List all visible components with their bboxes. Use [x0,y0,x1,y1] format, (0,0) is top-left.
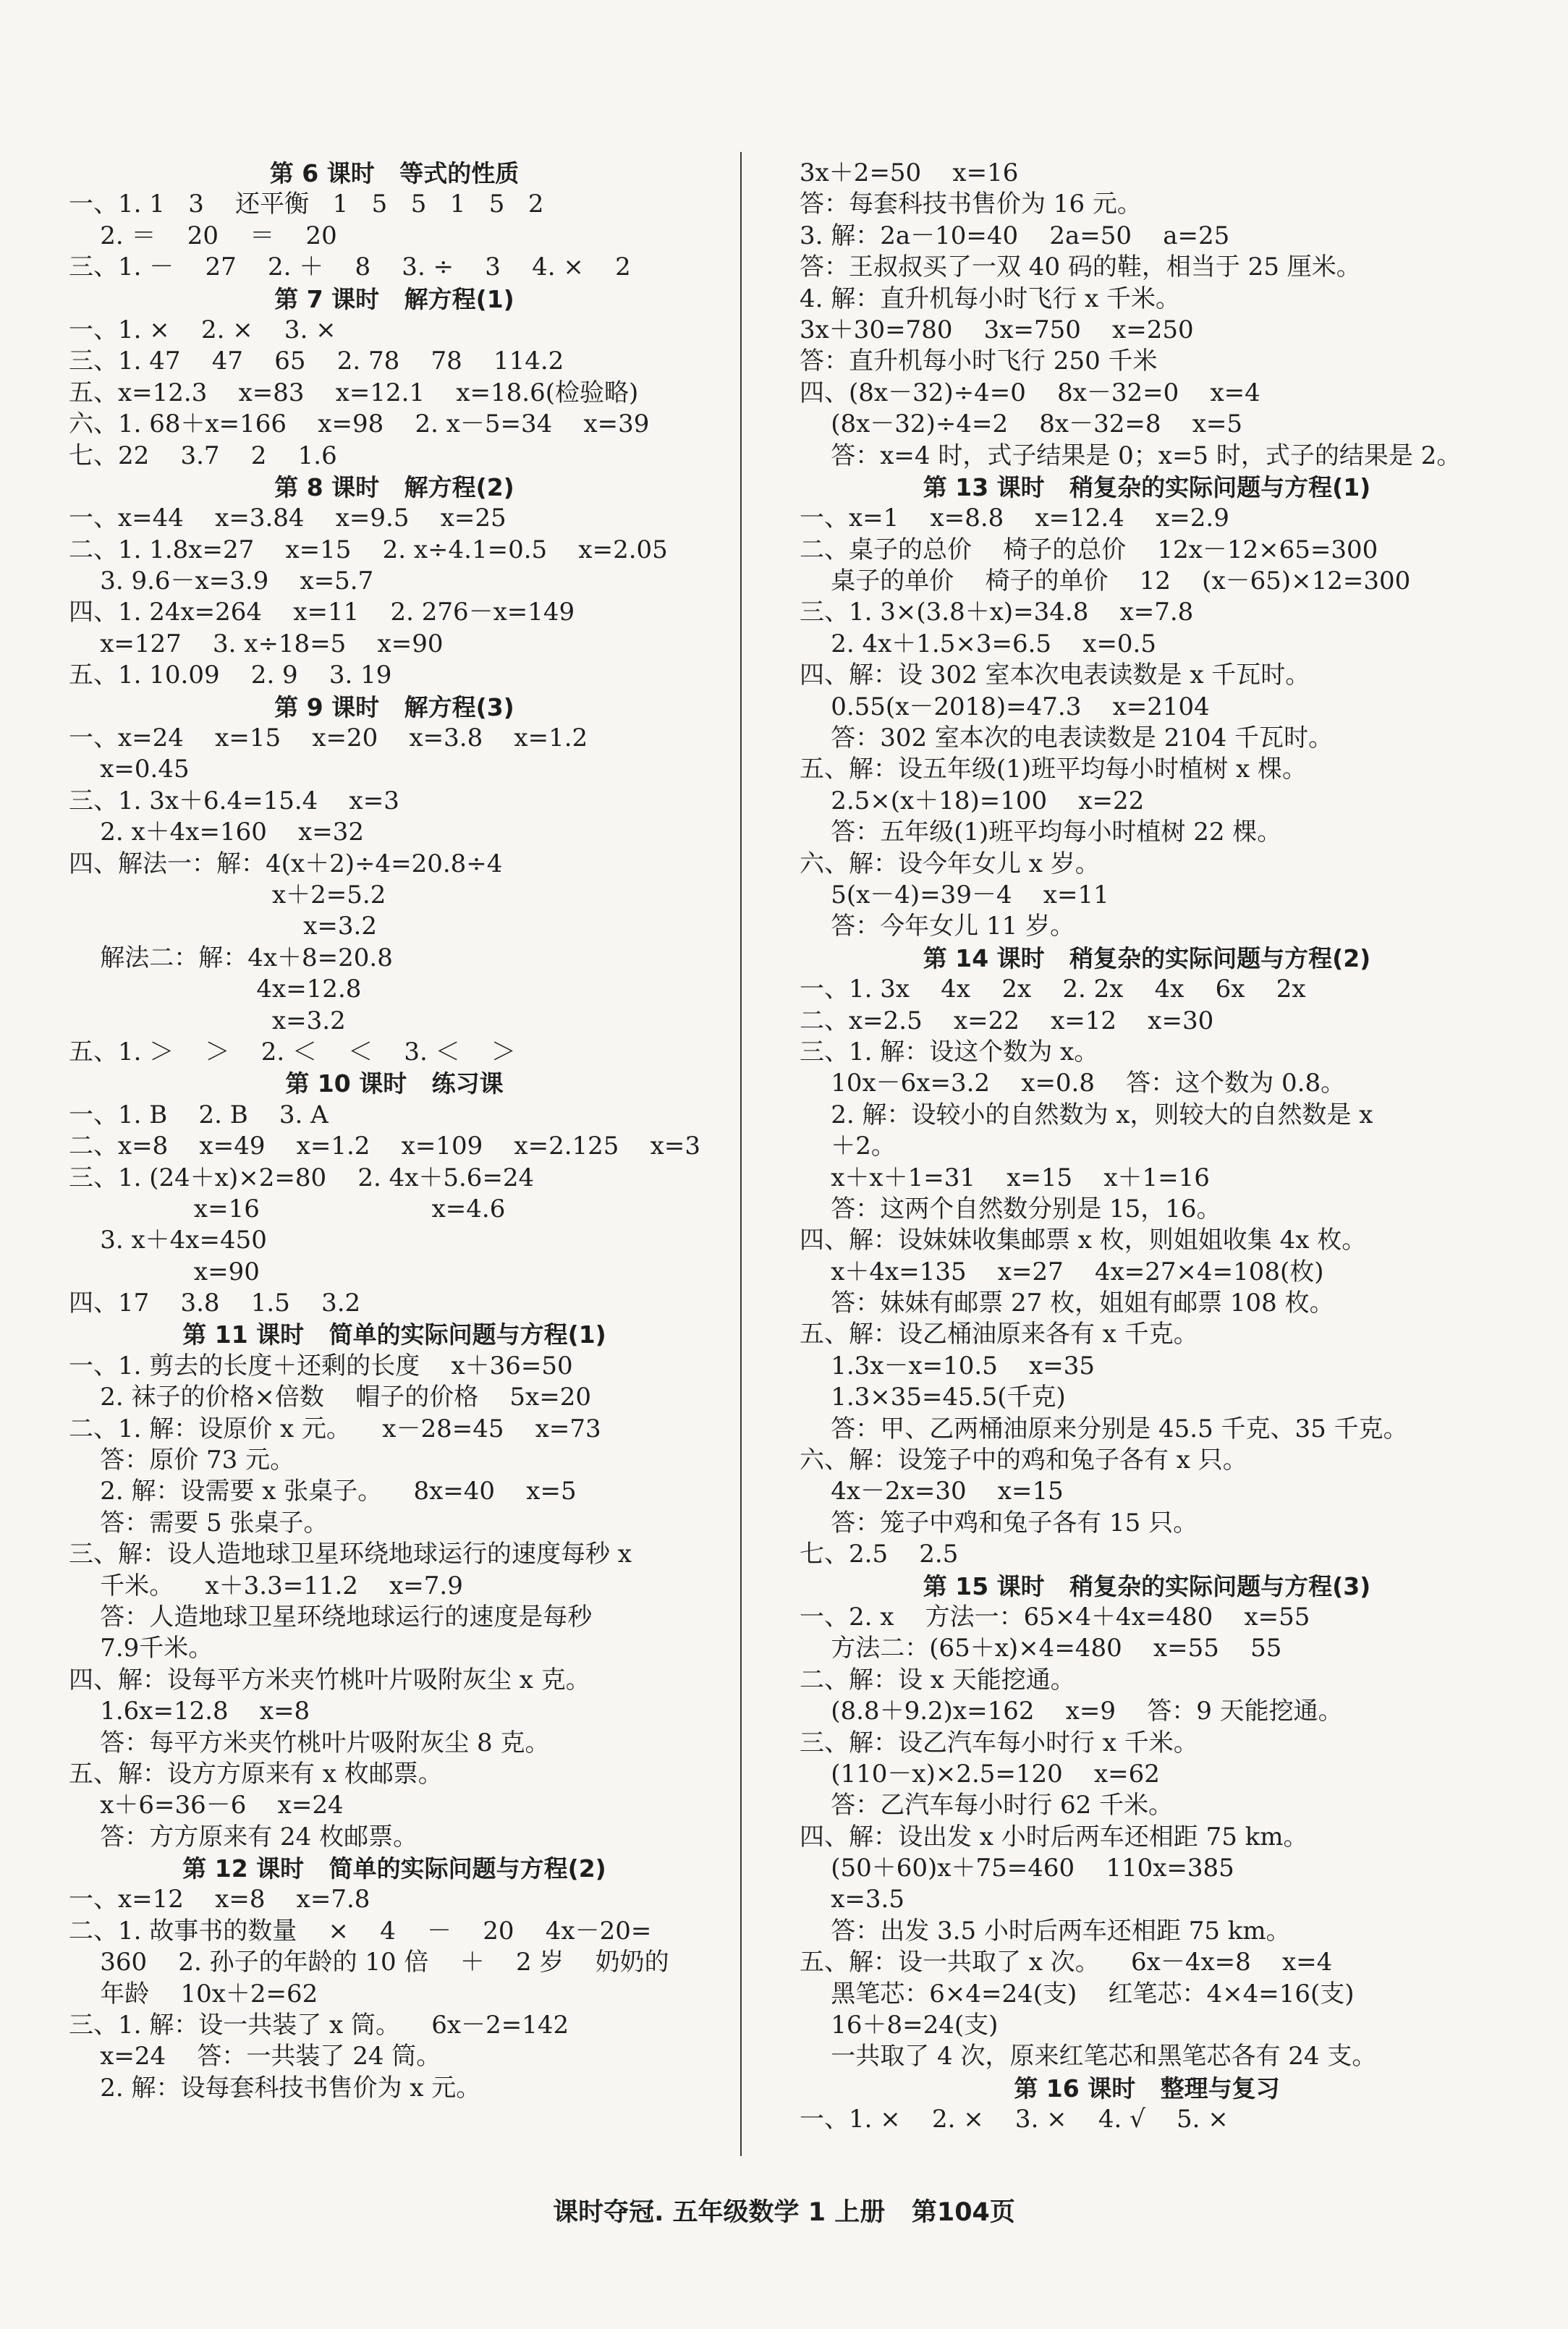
answer-line: 3x＋30=780 3x=750 x=250 [800,315,1194,344]
section-heading: 第 14 课时 稍复杂的实际问题与方程(2) [923,943,1371,972]
section-heading: 第 15 课时 稍复杂的实际问题与方程(3) [923,1571,1371,1600]
answer-line: 答：302 室本次的电表读数是 2104 千瓦时。 [800,724,1334,753]
answer-line: 0.55(x－2018)=47.3 x=2104 [800,692,1210,721]
answer-line: 一、1. B 2. B 3. A [69,1100,329,1129]
answer-line: 答：原价 73 元。 [69,1446,295,1475]
section-heading: 第 13 课时 稍复杂的实际问题与方程(1) [923,472,1371,501]
answer-line: 一、2. x 方法一：65×4＋4x=480 x=55 [800,1602,1310,1632]
answer-line: 四、解：设每平方米夹竹桃叶片吸附灰尘 x 克。 [69,1665,590,1694]
answer-line: 二、解：设 x 天能挖通。 [800,1665,1075,1694]
answer-line: 3. x＋4x=450 [69,1226,267,1255]
answer-line: 答：x=4 时，式子结果是 0；x=5 时，式子的结果是 2。 [800,441,1462,470]
answer-line: 六、解：设今年女儿 x 岁。 [800,849,1100,878]
answer-line: 答：笼子中鸡和兔子各有 15 只。 [800,1508,1198,1537]
answer-line: 10x－6x=3.2 x=0.8 答：这个数为 0.8。 [800,1069,1346,1098]
answer-line: x＋2=5.2 [69,880,386,909]
answer-line: 四、解：设 302 室本次电表读数是 x 千瓦时。 [800,661,1310,690]
answer-line: 3x＋2=50 x=16 [800,158,1019,187]
answer-line: 一、x=44 x=3.84 x=9.5 x=25 [69,504,507,533]
answer-line: 一、x=12 x=8 x=7.8 [69,1885,370,1914]
answer-line: 解法二：解：4x＋8=20.8 [69,943,393,972]
answer-line: 二、x=8 x=49 x=1.2 x=109 x=2.125 x=3 [69,1132,700,1161]
answer-line: 五、1. 10.09 2. 9 3. 19 [69,661,392,690]
section-heading: 第 9 课时 解方程(3) [274,692,514,721]
section-heading: 第 10 课时 练习课 [285,1069,504,1098]
section-heading: 第 7 课时 解方程(1) [274,284,514,313]
answer-line: 六、1. 68＋x=166 x=98 2. x－5=34 x=39 [69,410,650,439]
answer-line: 答：出发 3.5 小时后两车还相距 75 km。 [800,1916,1291,1946]
answer-line: x=90 [69,1257,260,1286]
answer-line: 一、1. 1 3 还平衡 1 5 5 1 5 2 [69,190,544,219]
answer-line: 16＋8=24(支) [800,2011,999,2040]
answer-line: x＋x＋1=31 x=15 x＋1=16 [800,1163,1210,1192]
answer-line: 一、x=1 x=8.8 x=12.4 x=2.9 [800,504,1229,533]
answer-line: 1.3×35=45.5(千克) [800,1383,1066,1412]
answer-line: 2. 解：设需要 x 张桌子。 8x=40 x=5 [69,1477,577,1506]
answer-line: 2. 解：设较小的自然数为 x，则较大的自然数是 x [800,1100,1373,1129]
section-heading: 第 11 课时 简单的实际问题与方程(1) [182,1320,606,1349]
answer-line: 2. 4x＋1.5×3=6.5 x=0.5 [800,629,1156,658]
answer-line: 五、x=12.3 x=83 x=12.1 x=18.6(检验略) [69,378,639,407]
answer-line: 千米。 x＋3.3=11.2 x=7.9 [69,1571,463,1600]
left-column [69,158,720,2104]
answer-line: 答：每套科技书售价为 16 元。 [800,190,1142,219]
answer-line: 三、1. 解：设这个数为 x。 [800,1037,1099,1066]
page-footer: 课时夺冠. 五年级数学 1 上册 第104页 [553,2198,1015,2227]
answer-line: 二、桌子的总价 椅子的总价 12x－12×65=300 [800,535,1378,564]
answer-line: 答：甲、乙两桶油原来分别是 45.5 千克、35 千克。 [800,1414,1408,1443]
column-divider [740,152,742,2156]
answer-line: 四、解法一：解：4(x＋2)÷4=20.8÷4 [69,849,503,878]
answer-line: 三、解：设乙汽车每小时行 x 千米。 [800,1728,1198,1757]
answer-line: 二、1. 解：设原价 x 元。 x－28=45 x=73 [69,1414,601,1443]
answer-line: 答：王叔叔买了一双 40 码的鞋，相当于 25 厘米。 [800,253,1361,282]
answer-line: 五、解：设一共取了 x 次。 6x－4x=8 x=4 [800,1948,1333,1977]
answer-line: 三、1. 3×(3.8＋x)=34.8 x=7.8 [800,598,1194,627]
answer-line: 2. 解：设每套科技书售价为 x 元。 [69,2073,481,2103]
answer-line: 三、1. 3x＋6.4=15.4 x=3 [69,786,399,815]
answer-line: x=16 x=4.6 [69,1194,506,1223]
answer-line: x＋6=36－6 x=24 [69,1791,344,1820]
answer-line: 七、2.5 2.5 [800,1540,959,1569]
answer-line: 方法二：(65＋x)×4=480 x=55 55 [800,1634,1282,1663]
answer-line: 4x=12.8 [69,975,362,1004]
answer-line: 答：五年级(1)班平均每小时植树 22 棵。 [800,818,1282,847]
answer-line: 二、x=2.5 x=22 x=12 x=30 [800,1006,1214,1035]
answer-line: 五、解：设五年级(1)班平均每小时植树 x 棵。 [800,755,1307,784]
answer-line: 1.6x=12.8 x=8 [69,1697,310,1726]
section-heading: 第 6 课时 等式的性质 [269,159,520,187]
answer-line: 一、1. × 2. × 3. × 4. √ 5. × [800,2105,1229,2134]
answer-line: 答：方方原来有 24 枚邮票。 [69,1822,418,1851]
answer-line: 5(x－4)=39－4 x=11 [800,880,1109,909]
answer-line: 2. ＝ 20 ＝ 20 [69,221,337,250]
answer-line: 一、1. 剪去的长度＋还剩的长度 x＋36=50 [69,1351,573,1380]
answer-line: 黑笔芯：6×4=24(支) 红笔芯：4×4=16(支) [800,1979,1355,2008]
answer-line: 360 2. 孙子的年龄的 10 倍 ＋ 2 岁 奶奶的 [69,1948,669,1977]
answer-line: x=127 3. x÷18=5 x=90 [69,629,444,658]
answer-line: (50＋60)x＋75=460 110x=385 [800,1854,1234,1883]
answer-line: 五、解：设方方原来有 x 枚邮票。 [69,1759,443,1789]
answer-line: 答：这两个自然数分别是 15，16。 [800,1194,1221,1223]
answer-line: 答：人造地球卫星环绕地球运行的速度是每秒 [69,1602,593,1632]
section-heading: 第 12 课时 简单的实际问题与方程(2) [182,1854,606,1883]
answer-line: 1.3x－x=10.5 x=35 [800,1351,1095,1380]
answer-line: 一、1. × 2. × 3. × [69,315,336,344]
answer-line: (8.8＋9.2)x=162 x=9 答：9 天能挖通。 [800,1697,1343,1726]
answer-line: 答：直升机每小时飞行 250 千米 [800,347,1158,376]
answer-line: 四、1. 24x=264 x=11 2. 276－x=149 [69,598,575,627]
answer-line: 答：妹妹有邮票 27 枚，姐姐有邮票 108 枚。 [800,1289,1334,1318]
answer-line: 三、1. － 27 2. ＋ 8 3. ÷ 3 4. × 2 [69,253,631,282]
answer-line: (8x－32)÷4=2 8x－32=8 x=5 [800,410,1243,439]
answer-line: 年龄 10x＋2=62 [69,1979,318,2008]
answer-line: 三、1. 解：设一共装了 x 筒。 6x－2=142 [69,2011,569,2040]
answer-line: (110－x)×2.5=120 x=62 [800,1759,1160,1789]
answer-line: 二、1. 故事书的数量 × 4 － 20 4x－20= [69,1916,652,1946]
answer-line: 五、1. ＞ ＞ 2. ＜ ＜ 3. ＜ ＞ [69,1037,516,1066]
answer-line: 答：乙汽车每小时行 62 千米。 [800,1791,1174,1820]
section-heading: 第 8 课时 解方程(2) [274,472,514,501]
answer-line: 一、x=24 x=15 x=20 x=3.8 x=1.2 [69,724,588,753]
answer-line: 3. 解：2a－10=40 2a=50 a=25 [800,221,1230,250]
right-column [800,158,1494,2136]
answer-line: 4. 解：直升机每小时飞行 x 千米。 [800,284,1181,313]
answer-line: 答：今年女儿 11 岁。 [800,912,1075,941]
answer-line: 四、解：设妹妹收集邮票 x 枚，则姐姐收集 4x 枚。 [800,1226,1367,1255]
answer-line: 四、(8x－32)÷4=0 8x－32=0 x=4 [800,378,1260,407]
answer-line: ＋2。 [800,1132,896,1161]
answer-line: 三、1. 47 47 65 2. 78 78 114.2 [69,347,564,376]
answer-line: 2. x＋4x=160 x=32 [69,818,364,847]
answer-line: 五、解：设乙桶油原来各有 x 千克。 [800,1320,1198,1349]
answer-line: 七、22 3.7 2 1.6 [69,441,337,470]
answer-line: 二、1. 1.8x=27 x=15 2. x÷4.1=0.5 x=2.05 [69,535,668,564]
answer-line: x=0.45 [69,755,190,784]
answer-line: 2. 袜子的价格×倍数 帽子的价格 5x=20 [69,1383,591,1412]
answer-line: x=3.2 [69,912,377,941]
answer-line: 一、1. 3x 4x 2x 2. 2x 4x 6x 2x [800,975,1306,1004]
answer-line: 三、解：设人造地球卫星环绕地球运行的速度每秒 x [69,1540,632,1569]
answer-line: x=3.5 [800,1885,904,1914]
answer-line: 桌子的单价 椅子的单价 12 (x－65)×12=300 [800,567,1411,596]
answer-line: 三、1. (24＋x)×2=80 2. 4x＋5.6=24 [69,1163,535,1192]
answer-line: 答：每平方米夹竹桃叶片吸附灰尘 8 克。 [69,1728,550,1757]
answer-line: x＋4x=135 x=27 4x=27×4=108(枚) [800,1257,1324,1286]
answer-line: 四、解：设出发 x 小时后两车还相距 75 km。 [800,1822,1308,1851]
answer-line: 四、17 3.8 1.5 3.2 [69,1289,361,1318]
section-heading: 第 16 课时 整理与复习 [1014,2074,1280,2103]
answer-line: 4x－2x=30 x=15 [800,1477,1064,1506]
answer-line: 答：需要 5 张桌子。 [69,1508,329,1537]
answer-line: x=24 答：一共装了 24 筒。 [69,2042,441,2071]
answer-line: 3. 9.6－x=3.9 x=5.7 [69,567,374,596]
answer-line: 六、解：设笼子中的鸡和兔子各有 x 只。 [800,1446,1247,1475]
answer-line: 2.5×(x＋18)=100 x=22 [800,786,1145,815]
answer-line: 一共取了 4 次，原来红笔芯和黑笔芯各有 24 支。 [800,2042,1377,2071]
answer-line: x=3.2 [69,1006,346,1035]
answer-line: 7.9千米。 [69,1634,213,1663]
